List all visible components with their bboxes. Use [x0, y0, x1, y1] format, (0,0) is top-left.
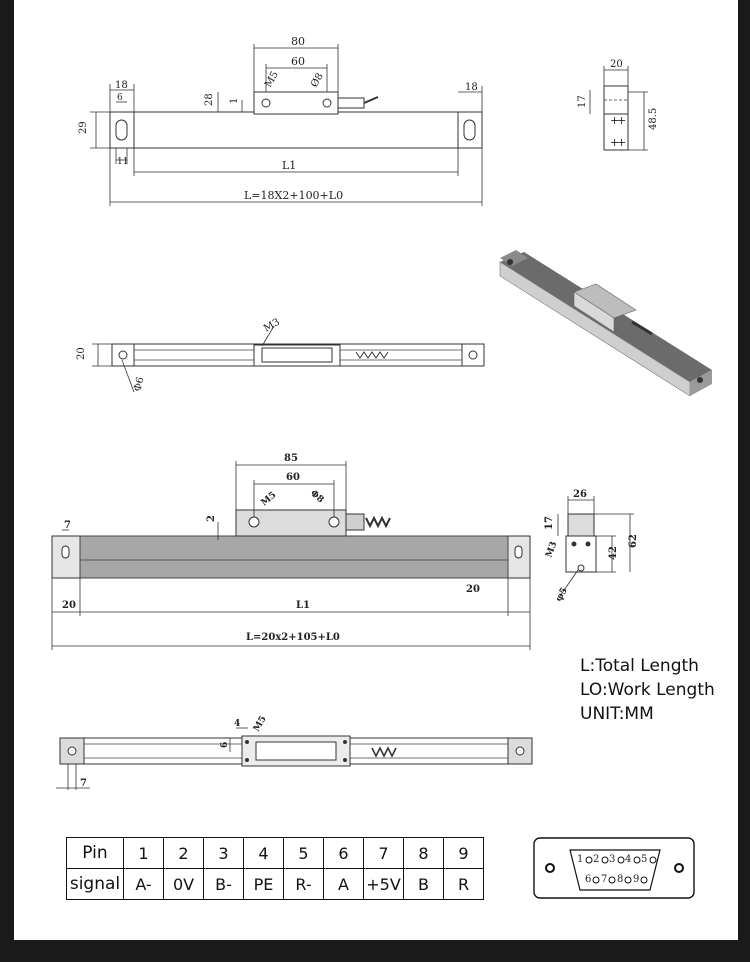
main-gland [346, 514, 364, 530]
end-view-2 [544, 489, 639, 604]
pin-cell: 2 [164, 838, 204, 869]
main-slot-right [515, 546, 522, 558]
dim-1-label: 1 [229, 97, 240, 104]
dim-85-label: 85 [284, 453, 298, 464]
drawing-sheet [14, 0, 738, 940]
signal-cell: A [324, 869, 364, 900]
signal-cell: B- [204, 869, 244, 900]
legend-notes [580, 654, 715, 726]
dim-20-label: 20 [76, 347, 87, 360]
pin-label: 6 [585, 874, 592, 885]
note-work-length: LO:Work Length [580, 680, 715, 700]
dim-20-label: 20 [610, 59, 623, 70]
cable [364, 97, 378, 103]
dim-l1-label: L1 [296, 600, 310, 611]
main-view [52, 453, 530, 650]
pin-label: 8 [617, 874, 624, 885]
signal-cell: R [444, 869, 484, 900]
pin-cell: 5 [284, 838, 324, 869]
dim-m5-label: M5 [259, 490, 279, 509]
dim-phi8-label: Φ8 [308, 488, 326, 506]
pin-cell: 7 [364, 838, 404, 869]
pin-label: 7 [601, 874, 608, 885]
dim-m5-label: M5 [251, 714, 269, 734]
main-scale-body [80, 536, 508, 578]
signal-row [67, 869, 484, 900]
end-mark-bottom: + [610, 136, 620, 149]
dim-20-left-label: 20 [62, 600, 76, 611]
dim-6-label: 6 [220, 741, 230, 748]
dim-28-label: 28 [204, 93, 215, 106]
pin-label: 5 [641, 854, 648, 865]
cable-gland [338, 98, 364, 108]
dim-18-right-label: 18 [465, 82, 478, 93]
dim-phi5-label: φ5 [553, 586, 570, 604]
signal-header: signal [67, 869, 124, 900]
main-cable-spring [366, 518, 390, 526]
note-unit: UNIT:MM [580, 704, 654, 724]
dim-phi6-label: Φ6 [132, 375, 147, 393]
dim-l1-label: L1 [282, 159, 297, 172]
bottom-head-window [256, 742, 336, 760]
end2-body-block [566, 536, 596, 572]
bottom-hole-left [68, 747, 76, 755]
pin-label: 2 [593, 854, 600, 865]
dim-total-label: L=20x2+105+L0 [246, 632, 340, 643]
pin-cell: 4 [244, 838, 284, 869]
pin-label: 3 [609, 854, 616, 865]
bottom-view [56, 714, 532, 790]
end-view [577, 59, 659, 150]
dim-4-label: 4 [234, 719, 241, 729]
dim-17-label: 17 [577, 95, 588, 108]
end2-hole-a [572, 542, 577, 547]
end-mark-top: + [610, 114, 620, 127]
dim-20-right-label: 20 [466, 584, 480, 595]
db9-connector [534, 838, 694, 898]
connector-screw-right [675, 864, 683, 872]
render-hole-right [697, 377, 703, 383]
pin-cell: 9 [444, 838, 484, 869]
scale-body [110, 112, 482, 148]
right-end-cap [458, 112, 482, 148]
bottom-hole-right [516, 747, 524, 755]
pin-cell: 1 [124, 838, 164, 869]
dim-total-label: L=18X2+100+L0 [244, 189, 344, 202]
dim-m3-label: M3 [262, 316, 282, 335]
signal-cell: B [404, 869, 444, 900]
front-view [76, 317, 484, 393]
note-total-length: L:Total Length [580, 656, 699, 676]
pin-header: Pin [67, 838, 124, 869]
dim-17-label: 17 [544, 516, 555, 530]
dim-18-left-label: 18 [115, 80, 128, 91]
dim-m5-label: M5 [263, 69, 281, 90]
signal-cell: R- [284, 869, 324, 900]
end-mark-bottom2: + [617, 136, 627, 149]
main-head-hole-left [249, 517, 259, 527]
signal-cell: 0V [164, 869, 204, 900]
isometric-render [500, 250, 712, 396]
dim-phi8-label: Ø8 [309, 71, 326, 90]
left-end-cap [110, 112, 134, 148]
dim-80-label: 80 [291, 35, 305, 48]
dim-26-label: 26 [573, 489, 587, 500]
dim-2-label: 2 [206, 515, 217, 522]
signal-cell: +5V [364, 869, 404, 900]
reading-head [254, 92, 338, 114]
pin-signal-table [66, 837, 484, 900]
technical-drawing [14, 0, 738, 940]
dim-7-label: 7 [64, 520, 71, 531]
dim-48-5-label: 48.5 [648, 107, 659, 130]
dim-11-label: 11 [117, 157, 129, 167]
dim-42-label: 42 [608, 546, 619, 560]
dim-62-label: 62 [628, 534, 639, 548]
signal-cell: PE [244, 869, 284, 900]
pin-cell: 3 [204, 838, 244, 869]
pin-label: 9 [633, 874, 640, 885]
front-right-cap [462, 344, 484, 366]
pin-label: 4 [625, 854, 632, 865]
end2-head-block [568, 514, 594, 536]
dim-6-label: 6 [117, 93, 123, 103]
dim-60-label: 60 [286, 472, 300, 483]
end2-hole-b [586, 542, 591, 547]
dim-m3-label: M3 [544, 540, 560, 560]
render-hole-left [507, 259, 513, 265]
pin-cell: 8 [404, 838, 444, 869]
render-front-face [500, 262, 690, 396]
end-mark-top2: + [617, 114, 627, 127]
main-slot-left [62, 546, 69, 558]
pin-cell: 6 [324, 838, 364, 869]
pin-row [67, 838, 484, 869]
top-view [78, 35, 482, 206]
dim-60-label: 60 [291, 55, 305, 68]
dim-29-label: 29 [78, 121, 89, 134]
dim-7-label: 7 [80, 778, 87, 789]
signal-cell: A- [124, 869, 164, 900]
pin-label: 1 [577, 854, 584, 865]
connector-screw-left [546, 864, 554, 872]
main-head-hole-right [329, 517, 339, 527]
